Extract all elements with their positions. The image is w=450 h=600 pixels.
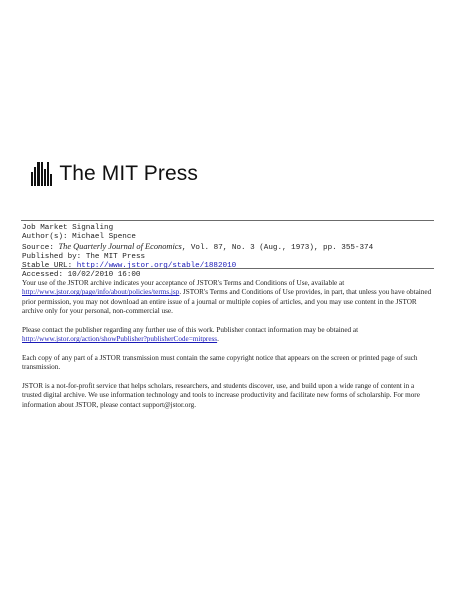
terms-body — [22, 279, 432, 420]
publisher-logo — [31, 160, 198, 188]
jstor-about-paragraph: JSTOR is a not-for-profit service that helps scholars, researchers, and students discover, use, and build upon a wide range of content in a trusted digital archive. We use information technology and tools to increase productivity and facilitate new forms of scholarship. For more information about JSTOR, please contact support@jstor.org. — [22, 382, 420, 409]
source-details: , Vol. 87, No. 3 (Aug., 1973), pp. 355-374 — [181, 244, 374, 253]
stable-url-link[interactable]: http://www.jstor.org/stable/1882010 — [76, 262, 237, 271]
stable-url-line — [22, 262, 432, 271]
source-journal: The Quarterly Journal of Economics — [58, 242, 182, 252]
publisher-line — [22, 253, 432, 262]
publisher-logo-name: The MIT Press — [59, 162, 198, 185]
article-title: Job Market Signaling — [22, 224, 114, 232]
citation-block — [22, 224, 432, 281]
terms-paragraph — [22, 279, 432, 316]
citation-bottom-rule — [21, 268, 434, 269]
terms-link[interactable]: http://www.jstor.org/page/info/about/policies/terms.jsp — [22, 288, 180, 297]
author-name: Michael Spence — [72, 233, 136, 242]
terms-text-cont: . JSTOR's Terms and Conditions of Use provides, in part, that unless you have obtained prior permission, you may not download an entire issue of a journal or multiple copies of articles, and you may use content in the JSTOR archive only for your personal, non-commercial use. — [22, 288, 432, 315]
author-label: Author(s): — [22, 233, 68, 242]
stable-url-label: Stable URL: — [22, 262, 73, 271]
publisher-contact-paragraph — [22, 326, 432, 345]
accessed-date: 10/02/2010 16:00 — [67, 271, 141, 280]
mit-press-bars-icon — [31, 162, 52, 186]
source-line — [22, 242, 432, 253]
published-label: Published by: — [22, 253, 82, 262]
publisher-contact-end: . — [217, 335, 219, 344]
citation-top-rule — [21, 220, 434, 221]
author-line — [22, 233, 432, 242]
publisher-contact-link[interactable]: http://www.jstor.org/action/showPublisher?publisherCode=mitpress — [22, 335, 218, 344]
publisher-contact-text: Please contact the publisher regarding any further use of this work. Publisher contact information may be obtained at — [22, 325, 359, 334]
source-label: Source: — [22, 244, 54, 253]
published-by: The MIT Press — [85, 253, 146, 262]
accessed-label: Accessed: — [22, 271, 64, 280]
terms-text: Your use of the JSTOR archive indicates your acceptance of JSTOR's Terms and Conditions of Use, available at — [22, 279, 345, 287]
copyright-paragraph: Each copy of any part of a JSTOR transmission must contain the same copyright notice that appears on the screen or printed page of such transmission. — [22, 353, 418, 372]
